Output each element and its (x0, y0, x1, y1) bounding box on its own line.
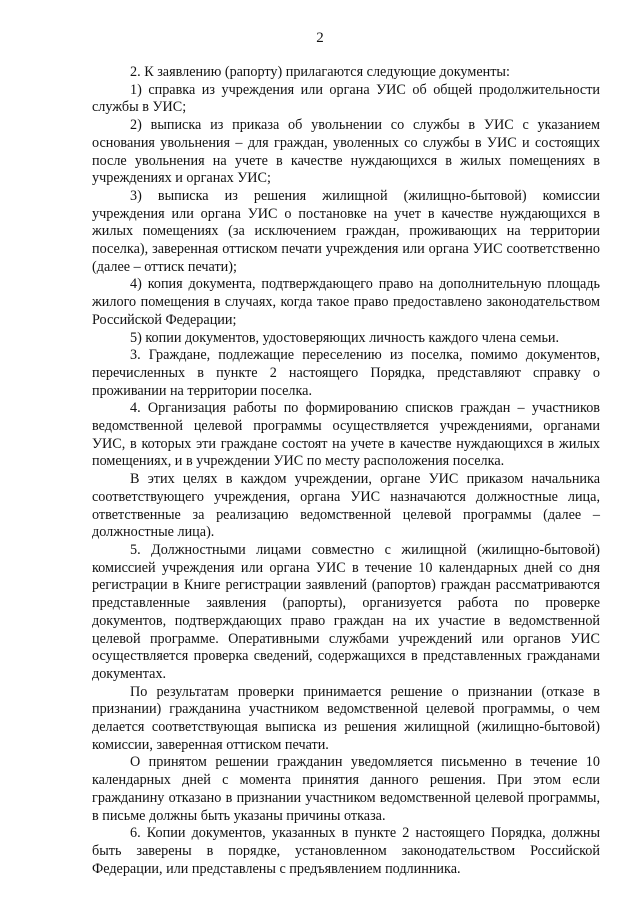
paragraph-6: 6. Копии документов, указанных в пункте 2 настоящего Порядка, должны быть заверены в порядке, установленном законодательством Российской Федерации, или представлены с предъявлением подлинника. (92, 825, 600, 877)
paragraph-item-5: 5) копии документов, удостоверяющих личность каждого члена семьи. (130, 329, 560, 346)
paragraph-item-3: 3) выписка из решения жилищной (жилищно-бытовой) комиссии учреждения или органа УИС о постановке на учет в качестве нуждающихся в жилых помещениях (за исключением граждан, проживающих на территории поселка), заверенная оттиском печати учреждения или органа УИС соответственно (далее – оттиск печати); (92, 187, 600, 275)
paragraph-4: 4. Организация работы по формированию списков граждан – участников ведомственной целевой программы осуществляется учреждениями, органами УИС, в которых эти граждане состоят на учете в качестве нуждающихся в жилых помещениях, и в учреждении УИС по месту расположения поселка. (92, 400, 600, 470)
paragraph-item-4: 4) копия документа, подтверждающего право на дополнительную площадь жилого помещения в случаях, когда такое право предоставлено законодательством Российской Федерации; (92, 276, 600, 328)
paragraph-5-decision: По результатам проверки принимается решение о признании (отказе в признании) гражданина участником ведомственной целевой программы, о чем делается соответствующая выписка из решения жилищной (жилищно-бытовой) комиссии, заверенная оттиском печати. (92, 683, 600, 753)
paragraph-item-2: 2) выписка из приказа об увольнении со службы в УИС с указанием основания увольнения – для граждан, уволенных со службы в УИС и состоящих после увольнения на учете в качестве нуждающихся в жилых помещениях в учреждениях и органах УИС; (92, 117, 600, 187)
paragraph-5: 5. Должностными лицами совместно с жилищной (жилищно-бытовой) комиссией учреждения или органа УИС в течение 10 календарных дней со дня регистрации в Книге регистрации заявлений (рапортов) граждан рассматриваются представленные заявления (рапорты), организуется работа по проверке документов, подтверждающих право граждан на их участие в ведомственной целевой программе. Оперативными службами учреждений или органов УИС осуществляется проверка сведений, содержащихся в представленных гражданами документах. (92, 541, 600, 682)
paragraph-2-intro: 2. К заявлению (рапорту) прилагаются следующие документы: (130, 64, 510, 80)
paragraph-4-officials: В этих целях в каждом учреждении, органе УИС приказом начальника соответствующего учреждения, органа УИС назначаются должностные лица, ответственные за реализацию ведомственной целевой программы (далее – должностные лица). (92, 471, 600, 541)
document-body (92, 64, 600, 878)
paragraph-3: 3. Граждане, подлежащие переселению из поселка, помимо документов, перечисленных в пункте 2 настоящего Порядка, представляют справку о проживании на территории поселка. (92, 347, 600, 399)
paragraph-5-notification: О принятом решении гражданин уведомляется письменно в течение 10 календарных дней с момента принятия данного решения. При этом если гражданину отказано в признании участником ведомственной целевой программы, в письме должны быть указаны причины отказа. (92, 754, 600, 824)
paragraph-item-1: 1) справка из учреждения или органа УИС об общей продолжительности службы в УИС; (92, 81, 600, 116)
page-number: 2 (316, 30, 324, 46)
